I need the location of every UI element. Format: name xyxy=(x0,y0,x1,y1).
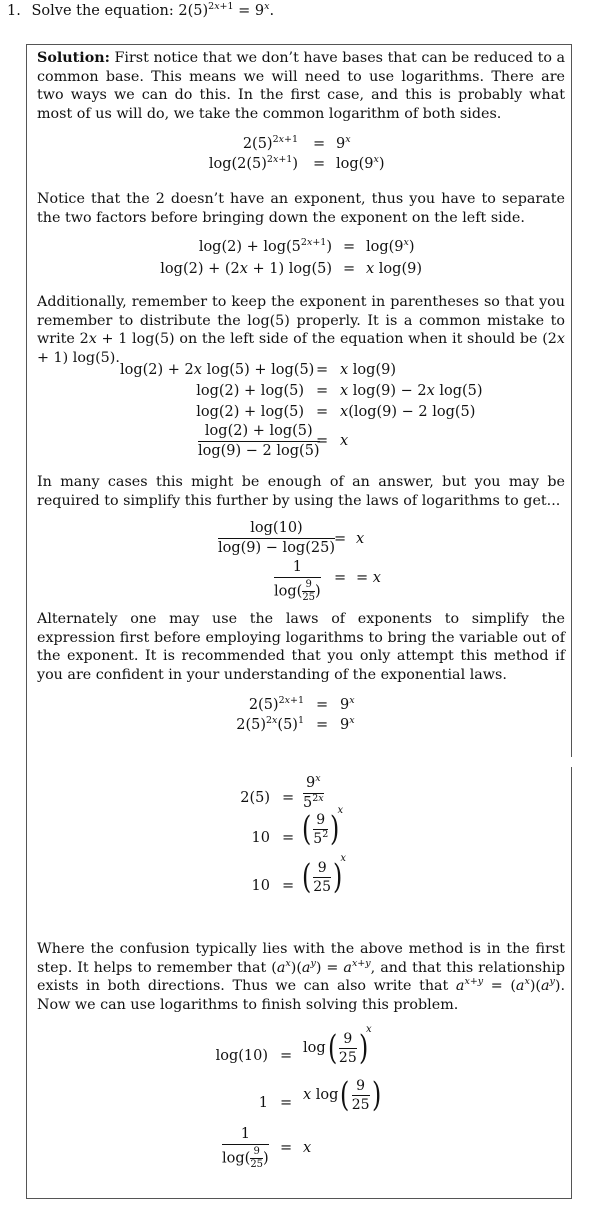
eq12-left: $2(5)^{2x}(5)^1$ xyxy=(236,715,304,733)
eq4-right: x log(9) xyxy=(366,261,422,277)
eq1-left: $2(5)^{2x+1}$ xyxy=(242,134,298,152)
eq3-sign: = xyxy=(343,239,356,255)
eq7-right: x(log(9) − 2 log(5) xyxy=(340,404,476,420)
eq16-nine: 9 xyxy=(339,1032,357,1049)
eq10-right: = x xyxy=(356,570,381,586)
eq18-right: x xyxy=(303,1140,312,1156)
eq17-twentyfive: 25 xyxy=(351,1096,370,1113)
eq18-twentyfive: 25 xyxy=(250,1158,264,1170)
eq3-right: log(9$^x$) xyxy=(366,237,415,255)
eq7-sign: = xyxy=(316,404,329,420)
eq8-sign: = xyxy=(316,433,329,449)
eq14-numerator: 9 xyxy=(313,813,328,830)
eq7-left: log(2) + log(5) xyxy=(196,404,304,420)
eq10-fraction xyxy=(274,560,321,603)
eq16-log: log xyxy=(303,1039,326,1056)
paragraph-factors: Notice that the 2 doesn’t have an exponent, thus you have to separate the two factors before bringing down the exponent on the left side. xyxy=(37,191,565,226)
eq9-numerator: log(10) xyxy=(218,521,335,539)
eq10-twentyfive: 25 xyxy=(302,591,316,603)
eq2-sign: = xyxy=(313,156,326,172)
eq8-denominator: log(9) − 2 log(5) xyxy=(198,442,320,459)
problem-statement xyxy=(7,3,274,19)
eq9-sign: = xyxy=(334,531,347,547)
eq14-sign: = xyxy=(282,830,295,846)
paragraph-simplify: In many cases this might be enough of an answer, but you may be required to simplify this further by using the laws of logarithms to get... xyxy=(37,474,565,509)
eq15-numerator: 9 xyxy=(313,861,331,878)
eq13-left: 2(5) xyxy=(240,790,270,806)
eq3-left: $\log(2) + \log(5^{2x+1})$ xyxy=(198,237,332,255)
eq14-left: 10 xyxy=(251,830,270,846)
eq12-right: 9$^x$ xyxy=(340,715,355,733)
eq18-sign: = xyxy=(280,1140,293,1156)
eq8-right: x xyxy=(340,433,349,449)
eq8-fraction xyxy=(198,424,320,458)
eq17-sign: = xyxy=(280,1095,293,1111)
eq4-sign: = xyxy=(343,261,356,277)
eq13-denominator: $5^{2x}$ xyxy=(303,792,324,811)
eq2-left: $\log(2(5)^{2x+1})$ xyxy=(208,154,298,172)
solution-label: Solution: xyxy=(37,50,110,66)
eq17-right: x log( $\frac{9}{25}$ ) xyxy=(303,1075,381,1115)
eq15-exponent: x xyxy=(340,853,346,864)
eq17-nine: 9 xyxy=(352,1079,370,1096)
eq10-sign: = xyxy=(334,570,347,586)
eq15-sign: = xyxy=(282,878,295,894)
eq15-denominator: 25 xyxy=(313,878,332,895)
eq4-left: log(2) + (2x + 1) log(5) xyxy=(160,261,332,277)
eq5-sign: = xyxy=(316,362,329,378)
eq10-denominator: log( $\frac{9}{25}$ ) xyxy=(274,578,321,603)
eq11-right: 9$^x$ xyxy=(340,695,355,713)
eq10-nine: 9 xyxy=(302,580,315,592)
problem-text: Solve the equation: $2(5)^{2x+1} = 9^x$. xyxy=(31,1,275,19)
eq5-right: x log(9) xyxy=(340,362,396,378)
eq11-sign: = xyxy=(316,697,329,713)
eq2-right: log(9$^x$) xyxy=(336,154,385,172)
eq13-fraction xyxy=(303,773,324,811)
eq5-left: log(2) + 2x log(5) + log(5) xyxy=(120,362,315,378)
eq1-right: 9$^x$ xyxy=(336,134,351,152)
eq17-xlog: x log xyxy=(303,1086,339,1103)
eq1-sign: = xyxy=(313,136,326,152)
eq15-left: 10 xyxy=(251,878,270,894)
eq10-log: log( xyxy=(274,583,303,599)
eq16-exponent: x xyxy=(366,1024,372,1035)
eq6-left: log(2) + log(5) xyxy=(196,383,304,399)
eq11-left: $2(5)^{2x+1}$ xyxy=(248,695,304,713)
paragraph-alternate: Alternately one may use the laws of exponents to simplify the expression first before employing logarithms to bring the variable out of the exponent. It is recommended that you only attempt this method if you are confident in your understanding of the exponential laws. xyxy=(37,611,565,683)
paragraph-confusion: Where the confusion typically lies with the above method is in the first step. It helps to remember that $(a^x)(a^y) = a^{x+y}$, and that this relationship exists in both directions. Thus we can also write that $a^{x+y} = (a^x)(a^y)$. Now we can use logarithms to finish solving this problem. xyxy=(37,941,565,1013)
eq16-left: log(10) xyxy=(215,1048,268,1064)
eq18-numerator: 1 xyxy=(222,1127,269,1145)
paragraph-intro xyxy=(37,49,565,123)
eq17-left: 1 xyxy=(258,1095,268,1111)
eq14-exponent: x xyxy=(337,805,344,816)
eq9-fraction xyxy=(218,521,335,555)
eq6-sign: = xyxy=(316,383,329,399)
eq16-sign: = xyxy=(280,1048,293,1064)
paragraph-intro-text: First notice that we don’t have bases that can be reduced to a common base. This means we will need to use logarithms. There are two ways we can do this. In the first case, and this is probably what most of us will do, we take the common logarithm of both sides. xyxy=(37,50,566,122)
eq13-sign: = xyxy=(282,790,295,806)
eq10-numerator: 1 xyxy=(274,560,321,578)
eq16-right: log( $\frac{9}{25}$ )x xyxy=(303,1024,372,1068)
eq14-power: ( $\frac{9}{5^2}$ )x xyxy=(301,805,344,849)
paragraph-distribute: Additionally, remember to keep the exponent in parentheses so that you remember to distribute the log(5) properly. It is a common mistake to write 2x + 1 log(5) on the left side of the equation when it should be (2x + 1) log(5). xyxy=(37,294,565,366)
eq15-power: ( $\frac{9}{25}$ )x xyxy=(301,853,346,897)
eq12-sign: = xyxy=(316,717,329,733)
eq8-numerator: log(2) + log(5) xyxy=(198,424,320,442)
problem-number: 1. xyxy=(7,3,21,19)
eq6-right: x log(9) − 2x log(5) xyxy=(340,383,483,399)
eq16-twentyfive: 25 xyxy=(338,1049,357,1066)
eq9-right: x xyxy=(356,531,365,547)
eq14-denominator: $5^2$ xyxy=(313,828,329,847)
eq18-nine: 9 xyxy=(250,1147,263,1159)
eq18-log: log( xyxy=(222,1150,251,1166)
eq18-denominator: log( $\frac{9}{25}$ ) xyxy=(222,1145,269,1170)
eq9-denominator: log(9) − log(25) xyxy=(218,539,335,556)
eq18-fraction xyxy=(222,1127,269,1170)
eq13-numerator: 9$^x$ xyxy=(303,776,324,794)
